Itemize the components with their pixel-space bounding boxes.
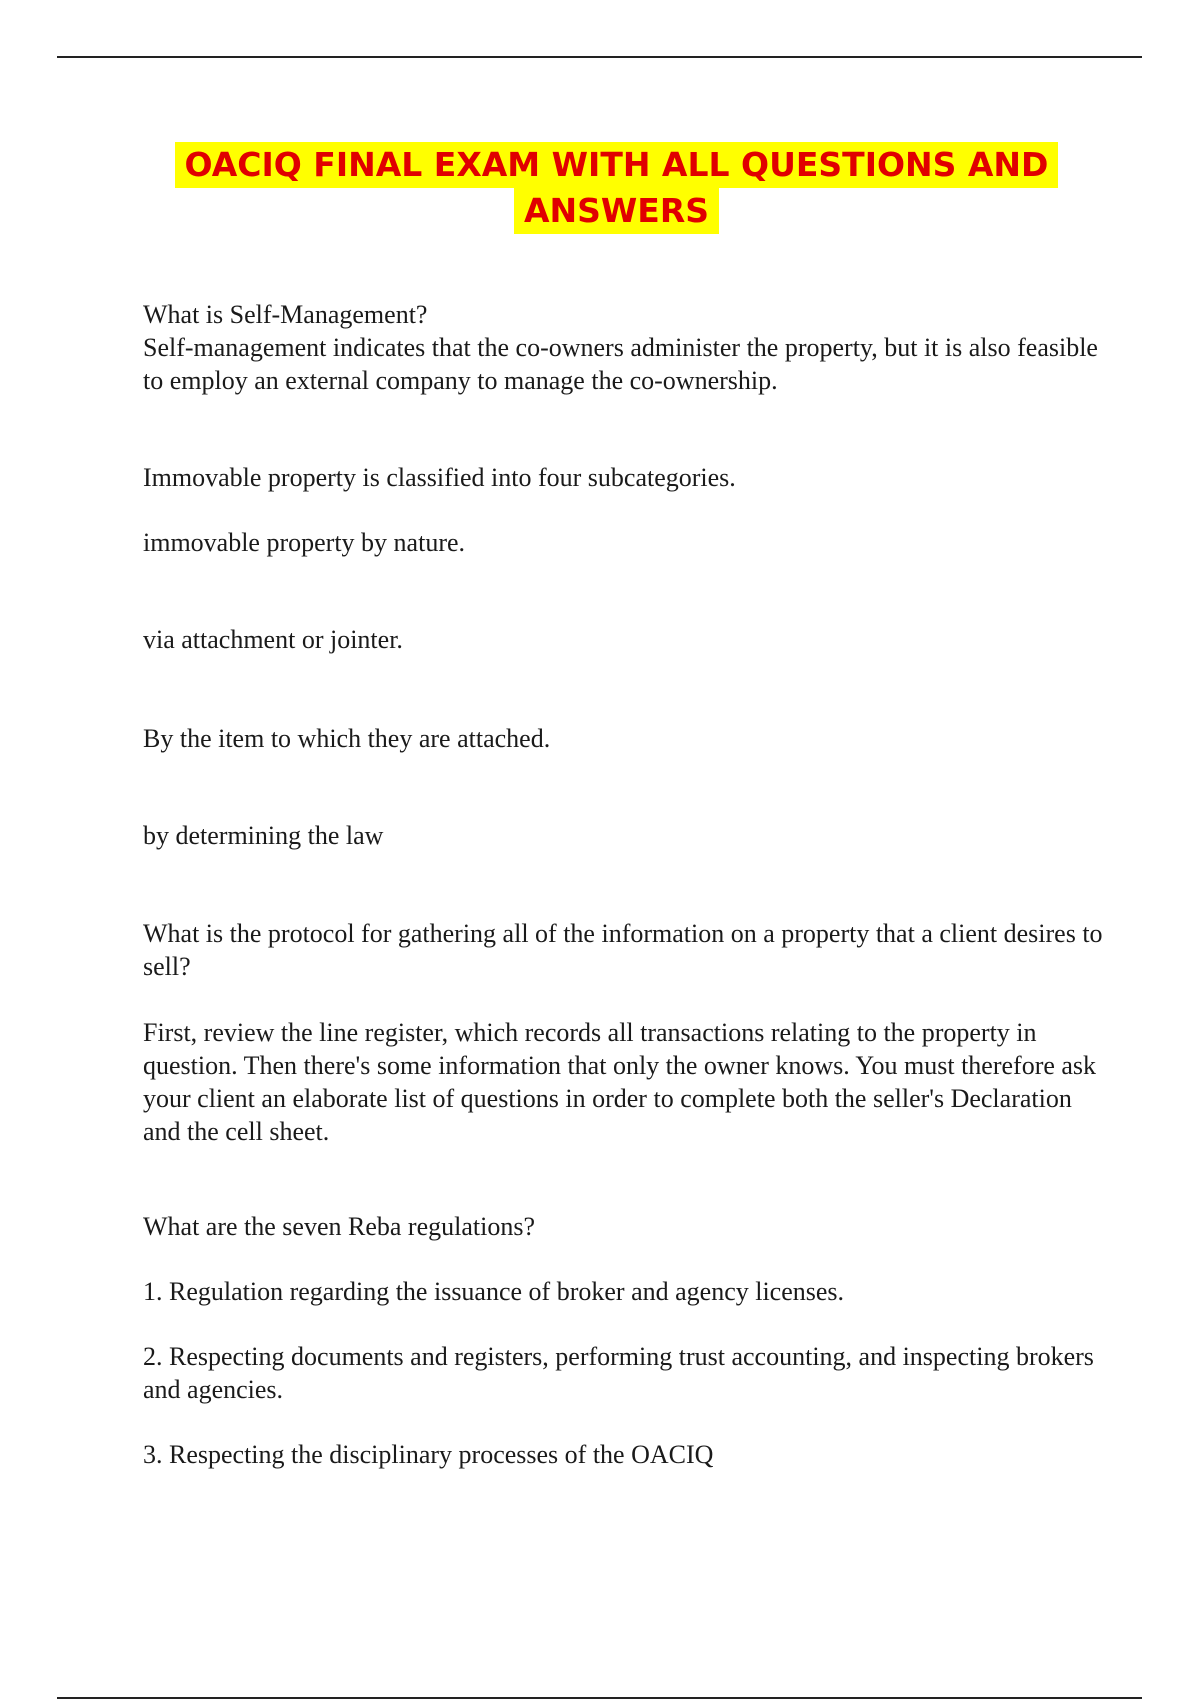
item-attached-to: By the item to which they are attached. [143, 724, 551, 753]
regulation-2: 2. Respecting documents and registers, performing trust accounting, and inspecting brokers and agencies. [143, 1342, 1094, 1404]
item-by-nature: immovable property by nature. [143, 528, 466, 557]
question-protocol: What is the protocol for gathering all of the information on a property that a client desires to sell? [143, 919, 1103, 981]
answer-self-management: Self-management indicates that the co-owners administer the property, but it is also feasible to employ an external company to manage the co-ownership. [143, 333, 1098, 395]
document-title [0, 142, 1200, 234]
answer-protocol: First, review the line register, which records all transactions relating to the property in question. Then there's some information that only the owner knows. You must therefore ask your client an elaborate list of questions in order to complete both the seller's Declaration and the cell sheet. [143, 1018, 1097, 1146]
item-by-law: by determining the law [143, 821, 384, 850]
title-line-2: ANSWERS [514, 188, 719, 234]
question-reba-regulations: What are the seven Reba regulations? [143, 1212, 535, 1241]
top-rule [57, 56, 1142, 58]
title-line-1: OACIQ FINAL EXAM WITH ALL QUESTIONS AND [175, 142, 1059, 188]
bottom-rule [57, 1697, 1142, 1699]
item-attachment: via attachment or jointer. [143, 625, 403, 654]
statement-immovable-property: Immovable property is classified into four subcategories. [143, 463, 736, 492]
regulation-1: 1. Regulation regarding the issuance of broker and agency licenses. [143, 1277, 845, 1306]
regulation-3: 3. Respecting the disciplinary processes of the OACIQ [143, 1440, 714, 1469]
question-self-management: What is Self-Management? [143, 300, 428, 329]
